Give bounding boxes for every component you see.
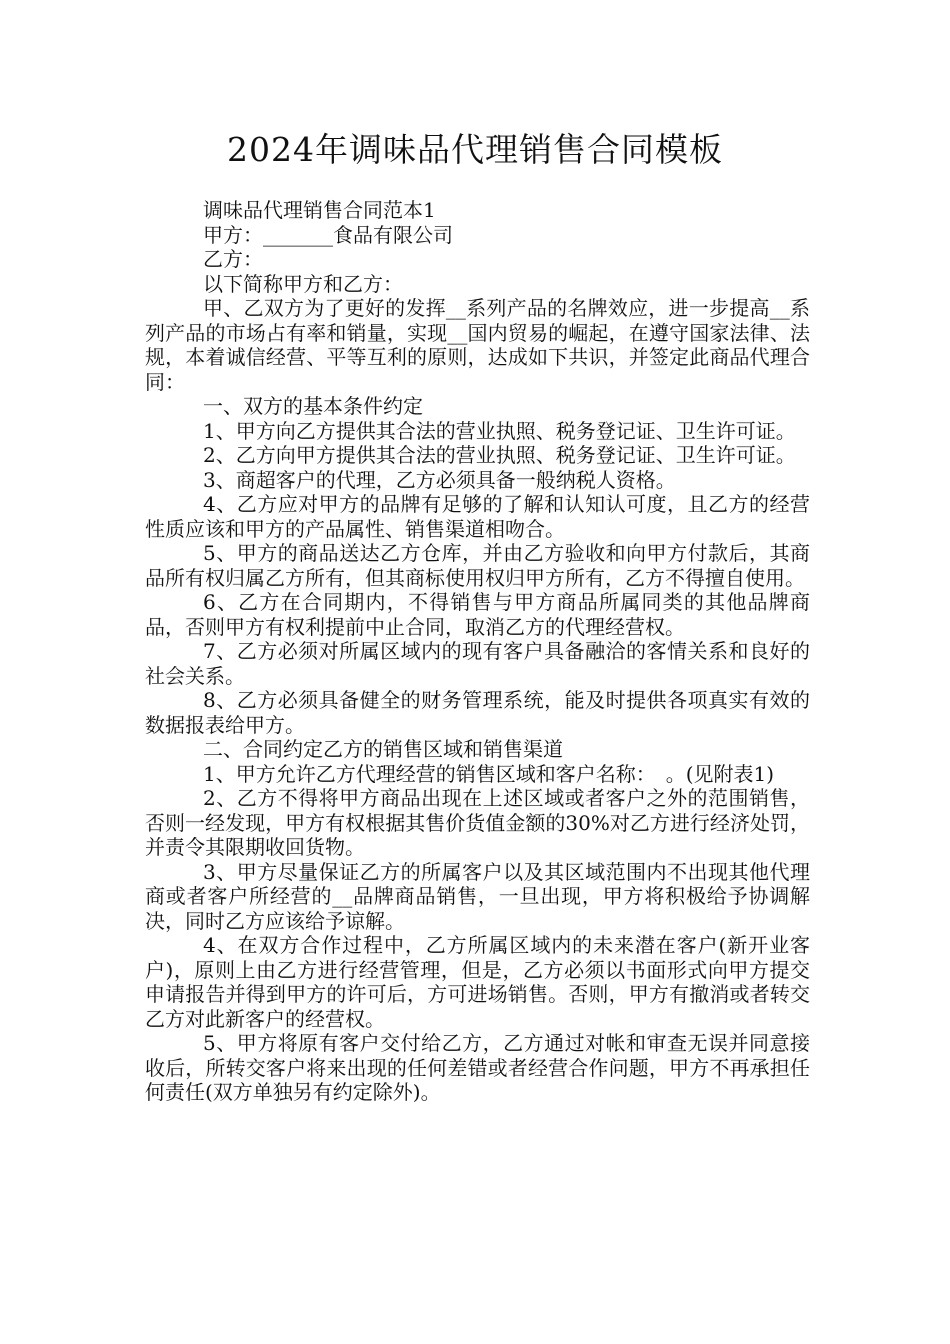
- clause-1-1: 1、甲方向乙方提供其合法的营业执照、税务登记证、卫生许可证。: [203, 418, 796, 443]
- clause-1-3: 3、商超客户的代理，乙方必须具备一般纳税人资格。: [203, 467, 676, 492]
- preamble-paragraph: 甲、乙双方为了更好的发挥__系列产品的名牌效应，进一步提高__系列产品的市场占有率和销量，实现__国内贸易的崛起，在遵守国家法律、法规，本着诚信经营、平等互利的原则，达成如下共识，并签定此商品代理合同：: [145, 296, 810, 394]
- document-title: 2024年调味品代理销售合同模板: [227, 130, 723, 169]
- party-a-line: 甲方：_______食品有限公司: [203, 222, 453, 247]
- clause-2-5: 5、甲方将原有客户交付给乙方，乙方通过对帐和审查无误并同意接收后，所转交客户将来出现的任何差错或者经营合作问题，甲方不再承担任何责任(双方单独另有约定除外)。: [145, 1031, 810, 1104]
- clause-1-8: 8、乙方必须具备健全的财务管理系统，能及时提供各项真实有效的数据报表给甲方。: [145, 688, 810, 737]
- clause-2-3: 3、甲方尽量保证乙方的所属客户以及其区域范围内不出现其他代理商或者客户所经营的__品牌商品销售，一旦出现，甲方将积极给予协调解决，同时乙方应该给予谅解。: [145, 859, 810, 933]
- party-b-line: 乙方：: [203, 247, 263, 271]
- clause-1-6: 6、乙方在合同期内，不得销售与甲方商品所属同类的其他品牌商品，否则甲方有权利提前中止合同，取消乙方的代理经营权。: [145, 590, 810, 639]
- parties-abbreviation: 以下简称甲方和乙方：: [203, 271, 403, 296]
- clause-2-1: 1、甲方允许乙方代理经营的销售区域和客户名称： 。(见附表1): [203, 761, 775, 786]
- clause-2-2: 2、乙方不得将甲方商品出现在上述区域或者客户之外的范围销售，否则一经发现，甲方有权根据其售价货值金额的30%对乙方进行经济处罚，并责令其限期收回货物。: [145, 786, 810, 859]
- document-body: [145, 198, 810, 1105]
- section-heading-1: 一、双方的基本条件约定: [203, 394, 423, 418]
- clause-1-7: 7、乙方必须对所属区域内的现有客户具备融洽的客情关系和良好的社会关系。: [145, 639, 810, 688]
- clause-2-4: 4、在双方合作过程中，乙方所属区域内的未来潜在客户(新开业客户)，原则上由乙方进行经营管理，但是，乙方必须以书面形式向甲方提交申请报告并得到甲方的许可后，方可进场销售。否则，甲方有撤消或者转交乙方对此新客户的经营权。: [145, 933, 810, 1031]
- clause-1-5: 5、甲方的商品送达乙方仓库，并由乙方验收和向甲方付款后，其商品所有权归属乙方所有，但其商标使用权归甲方所有，乙方不得擅自使用。: [145, 541, 810, 590]
- clause-1-2: 2、乙方向甲方提供其合法的营业执照、税务登记证、卫生许可证。: [203, 443, 796, 467]
- section-heading-2: 二、合同约定乙方的销售区域和销售渠道: [203, 737, 563, 761]
- contract-sample-heading: 调味品代理销售合同范本1: [203, 198, 436, 222]
- clause-1-4: 4、乙方应对甲方的品牌有足够的了解和认知认可度，且乙方的经营性质应该和甲方的产品属性、销售渠道相吻合。: [145, 492, 810, 541]
